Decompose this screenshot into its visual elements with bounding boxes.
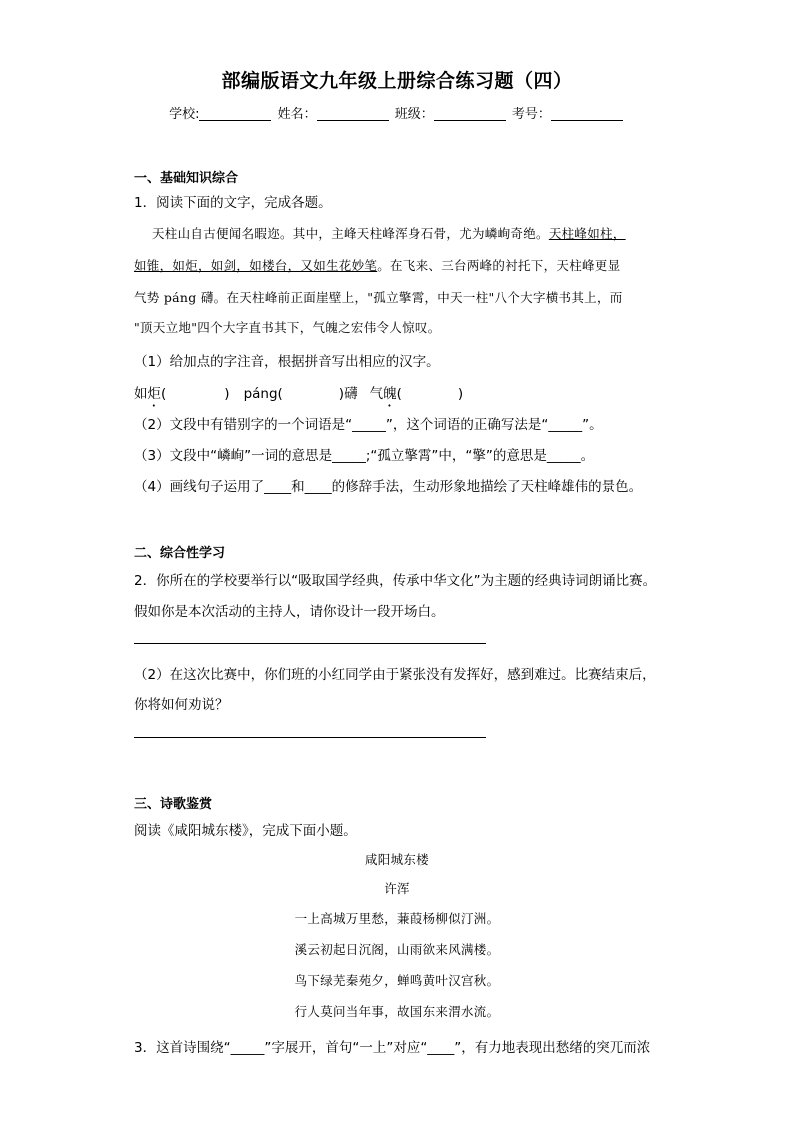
poem-line: 行人莫问当年事，故国东来渭水流。	[294, 1004, 500, 1019]
name-blank[interactable]	[317, 106, 389, 121]
school-label: 学校:	[169, 107, 200, 122]
dotted-char-po: 魄	[383, 386, 397, 402]
question-1-2: （2）文段中有错别字的一个词语是“_____”，这个词语的正确写法是“_____”。	[134, 417, 603, 433]
poem-line: 一上高城万里愁，蒹葭杨柳似汀洲。	[294, 911, 500, 926]
underlined-sentence-cont: 如锥，如炬，如剑，如楼台，又如生花妙笔	[134, 258, 378, 273]
question-1-1: （1）给加点的字注音，根据拼音写出相应的汉字。	[134, 354, 440, 370]
exam-no-label: 考号：	[511, 107, 551, 122]
class-blank[interactable]	[434, 106, 506, 121]
question-2-line-2: 假如你是本次活动的主持人，请你设计一段开场白。	[134, 604, 445, 620]
page-title: 部编版语文九年级上册综合练习题（四）	[221, 70, 573, 92]
section-heading-2: 二、综合性学习	[134, 546, 226, 561]
poem-intro: 阅读《咸阳城东楼》，完成下面小题。	[134, 823, 357, 839]
passage-line-3: 气势 páng 礴。在天柱峰前正面崖壁上，"孤立擎霄，中天一柱"八个大字横书其上，而	[134, 290, 623, 305]
question-1-4: （4）画线句子运用了____和____的修辞手法，生动形象地描绘了天柱峰雄伟的景色。	[134, 479, 643, 495]
question-1-3: （3）文段中“嶙峋”一词的意思是_____;“孤立擎霄”中，“擎”的意思是_____。	[134, 448, 595, 464]
underlined-sentence: 天柱峰如柱，	[548, 226, 626, 241]
answer-line-2-1[interactable]	[134, 643, 486, 644]
answer-line-2-2[interactable]	[134, 737, 486, 738]
poem-line: 溪云初起日沉阁，山雨欲来风满楼。	[294, 942, 500, 957]
passage-line-2: 如锥，如炬，如剑，如楼台，又如生花妙笔。在飞来、三台两峰的衬托下，天柱峰更显	[134, 258, 621, 273]
poem-line: 鸟下绿芜秦苑夕，蝉鸣黄叶汉宫秋。	[294, 973, 500, 988]
question-2-line-1: 2．你所在的学校要举行以“吸取国学经典，传承中华文化”为主题的经典诗词朗诵比赛。	[134, 573, 657, 589]
class-label: 班级：	[394, 107, 434, 122]
question-1-1-blanks: 如炬( ) páng( )礴 气魄( )	[134, 386, 464, 402]
section-heading-1: 一、基础知识综合	[134, 171, 239, 186]
exam-no-blank[interactable]	[551, 106, 623, 121]
poem-title: 咸阳城东楼	[364, 852, 429, 867]
question-1-stem: 1．阅读下面的文字，完成各题。	[134, 195, 332, 211]
passage-line-4: "顶天立地"四个大字直书其下，气魄之宏伟令人惊叹。	[134, 320, 441, 335]
question-2-2-line-2: 你将如何劝说？	[134, 697, 229, 713]
poem-author: 许浑	[384, 881, 410, 896]
passage-line-1: 天柱山自古便闻名暇迩。其中，主峰天柱峰浑身石骨，尤为嶙峋奇绝。天柱峰如柱，	[152, 226, 626, 241]
name-label: 姓名：	[277, 107, 317, 122]
section-heading-3: 三、诗歌鉴赏	[134, 797, 213, 812]
school-blank[interactable]	[199, 106, 271, 121]
dotted-char-ju: 炬	[147, 386, 161, 402]
student-info-row	[0, 103, 794, 122]
question-2-2-line-1: （2）在这次比赛中，你们班的小红同学由于紧张没有发挥好，感到难过。比赛结束后，	[134, 667, 656, 683]
question-3: 3．这首诗围绕“_____”字展开，首句“一上”对应“____”，有力地表现出愁绪的突兀而浓	[134, 1040, 651, 1056]
